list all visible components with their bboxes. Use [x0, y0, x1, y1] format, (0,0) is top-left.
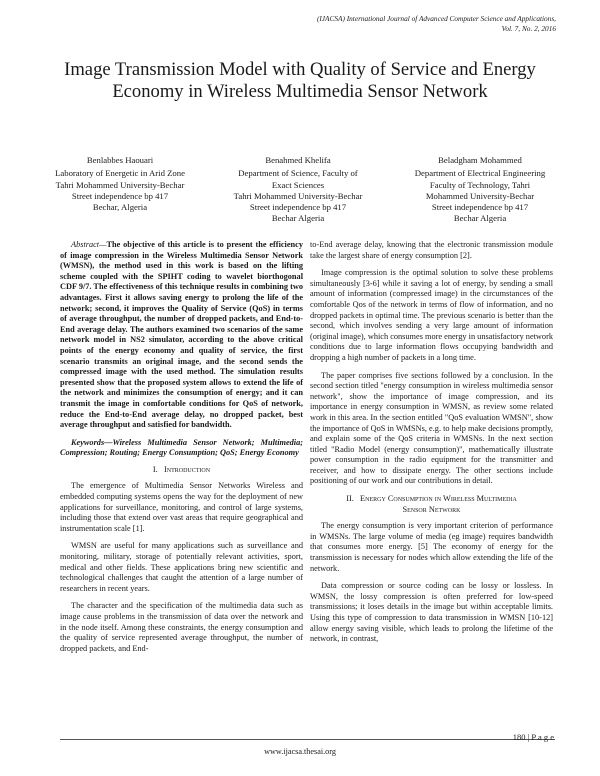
author-affiliation-line: Bechar, Algeria — [92, 202, 148, 213]
section-heading-energy-consumption — [310, 494, 553, 515]
abstract-text: The objective of this article is to present the efficiency of image compression in the Wireless Multimedia Sensor Network (WMSN), the method used in this work is based on the lifting scheme coupled with the SPIHT coding to wavelet biorthogonal CDF 9/7. The effectiveness of this technique results in combining two advantages. First it allows saving energy to prolong the life of the network; second, it improves the Quality of Service (QoS) in terms of average throughput, the number of dropped packets, and End-to-End average delay. The authors examined two scenarios of the same network model in NS2 simulator, according to the above critical points of the energy economy and quality of service, the first scenario transmits an original image, and the second sends the compressed image with the used method. The simulation results presented show that the proposed system allows to extend the life of the network and minimizes the consumption of energy; and it can transmit the image in comfortable conditions for QoS of network, reduce the End-to-End average delay, no dropped packet, best average throughput and satisfied for bandwidth. — [60, 240, 303, 430]
author-affiliation-line: Street independence bp 417 — [249, 202, 347, 213]
section-heading-introduction — [60, 465, 303, 476]
author-affiliation-line: Street independence bp 417 — [431, 202, 529, 213]
footer-divider — [60, 739, 555, 740]
author-block-3 — [400, 155, 560, 225]
author-affiliation-line: Bechar Algeria — [453, 213, 507, 224]
keywords — [60, 438, 303, 459]
author-affiliation-line: Tahri Mohammed University-Bechar — [55, 179, 185, 190]
author-name: Benlabbes Haouari — [86, 155, 154, 165]
journal-url: www.ijacsa.thesai.org — [264, 747, 336, 756]
abstract — [60, 240, 303, 431]
keywords-label: Keywords— — [71, 437, 113, 447]
author-name: Beladgham Mohammed — [438, 155, 522, 165]
journal-name: (IJACSA) International Journal of Advanced Computer Science and Applications, — [316, 14, 556, 23]
journal-header — [196, 14, 556, 33]
author-affiliation-line: Exact Sciences — [271, 179, 325, 190]
author-affiliation-line: Department of Science, Faculty of — [238, 168, 358, 179]
author-block-2 — [218, 155, 378, 225]
author-affiliation-line: Laboratory of Energetic in Arid Zone — [55, 168, 185, 179]
intro-paragraph-3: The character and the specification of the multimedia data such as image cause problems in the transmission of data over the network and in the node itself. Among these constraints, the energy consumption and the quality of service represented average throughput, the number of dropped packets, and End- — [60, 601, 303, 653]
intro-paragraph-4: Image compression is the optimal solution to solve these problems simultaneously [3-6] while it saving a lot of energy, by sending a small amount of information (compressed image) in the circumstances of the comfortable Qos of the network in terms of flow of information, and no dropped packets in optimal time. The previous scenario is better than the second, which involves sending a very large amount of information (original image), which consumes more energy in unsatisfactory network conditions due to large information flows occupying bandwidth and dropping a high number of packets in a long time. — [310, 268, 553, 362]
author-name: Benahmed Khelifa — [265, 155, 331, 165]
author-affiliation-line: Tahri Mohammed University-Bechar — [233, 190, 363, 201]
intro-paragraph-5: The paper comprises five sections followed by a conclusion. In the second section titled "energy consumption in wireless multimedia sensor network", show the importance of image compression, and its importance in energy consumption in WMSN, as review some related work in this area. In the section entitled "QoS evaluation WMSN", show the importance of QoS in WMSNs, e.g. to help make decisions promptly, and explain some of the QoS criteria in WMSNs. In the next section titled "Radio Model (energy consumption)", mathematically illustrate power consumption in the radio equipment for the transmitter and receiver, and how to dissipate energy. The other sections include positioning of our work and our contributions in detail. — [310, 370, 553, 486]
section2-paragraph-1: The energy consumption is very important criterion of performance in WMSNs. The large volume of media (eg image) requires bandwidth that consumes more energy. [5] The economy of energy for the transmission is necessary for nodes which allow extending the life of the network. — [310, 521, 553, 573]
author-affiliation-line: Bechar Algeria — [271, 213, 325, 224]
intro-paragraph-1: The emergence of Multimedia Sensor Networks Wireless and embedded computing systems opens the way for the deployment of new applications for surveillance, monitoring, and control of large systems, including those that extend over vast areas that require geographical and instrumentation scale [1]. — [60, 481, 303, 533]
author-affiliation-line: Department of Electrical Engineering — [414, 168, 546, 179]
right-column — [310, 240, 553, 652]
page-number-value: 180 — [512, 732, 526, 742]
author-block-1 — [40, 155, 200, 213]
section-title-line-2: Sensor Network — [402, 504, 461, 514]
page-label: | P a g e — [527, 732, 554, 742]
section-number: I. — [152, 464, 158, 474]
section2-paragraph-2: Data compression or source coding can be lossy or lossless. In WMSN, the lossy compression is often preferred for low-speed transmissions; it loses details in the image but within acceptable limits. Using this type of compression to data transmission in WMSN [10-12] allow energy saving visible, which leads to prolong the lifetime of the network, in contrast, — [310, 581, 553, 644]
author-affiliation-line: Faculty of Technology, Tahri — [429, 179, 531, 190]
intro-paragraph-2: WMSN are useful for many applications such as surveillance and monitoring, military, storage of potentially relevant activities, sport, medical and other fields. These applications bring new scientific and technological challenges that caught the attention of a large number of researchers in recent years. — [60, 541, 303, 593]
author-affiliation-line: Street independence bp 417 — [71, 190, 169, 201]
abstract-label: Abstract— — [71, 240, 107, 249]
paper-title: Image Transmission Model with Quality of Service and Energy Economy in Wireless Multimedia Sensor Network — [64, 59, 536, 102]
intro-paragraph-3-continued: to-End average delay, knowing that the electronic transmission module take the largest share of energy consumption [2]. — [310, 240, 553, 260]
section-number: II. — [346, 494, 354, 504]
journal-volume: Vol. 7, No. 2, 2016 — [501, 23, 556, 33]
author-affiliation-line: Mohammed University-Bechar — [425, 190, 535, 201]
keywords-text: Wireless Multimedia Sensor Network; Multimedia; Compression; Routing; Energy Consumption; QoS; Energy Economy — [60, 437, 303, 458]
section-title: Introduction — [163, 464, 211, 474]
section-title: Energy Consumption in Wireless Multimedia — [360, 494, 517, 504]
section-title-line — [310, 494, 553, 505]
left-column — [60, 240, 303, 661]
page-number — [513, 732, 554, 742]
